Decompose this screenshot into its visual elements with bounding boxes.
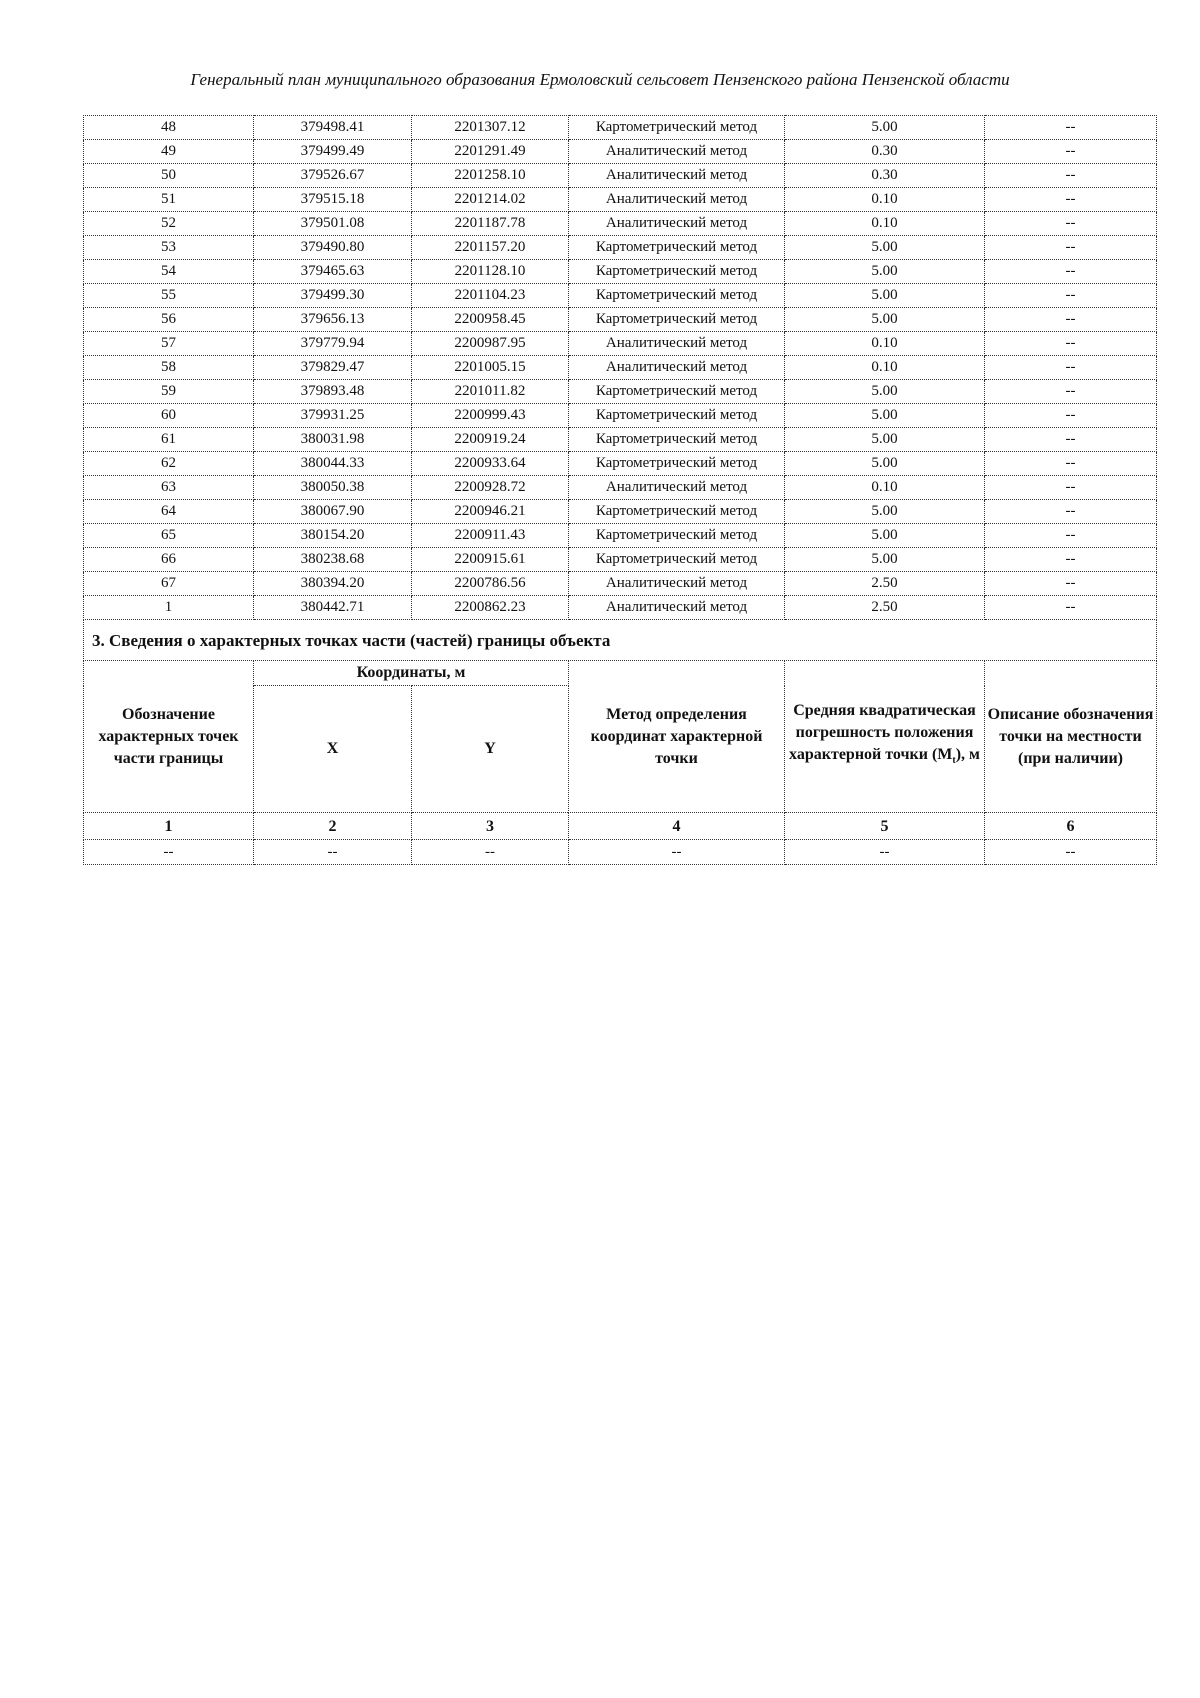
table-cell: Картометрический метод [569,548,785,572]
table-cell: -- [985,140,1157,164]
table-cell: Аналитический метод [569,572,785,596]
table-cell: 379656.13 [254,308,412,332]
table-cell: 380394.20 [254,572,412,596]
table-cell: 380067.90 [254,500,412,524]
table-cell: 65 [84,524,254,548]
table-cell: 48 [84,116,254,140]
table-cell: 0.30 [785,164,985,188]
table-cell: 5.00 [785,380,985,404]
table-cell: -- [985,596,1157,620]
table-row [84,284,1157,308]
table-cell: 379779.94 [254,332,412,356]
table-cell: 379499.49 [254,140,412,164]
table-cell: 56 [84,308,254,332]
table-cell: 57 [84,332,254,356]
table-row [84,116,1157,140]
col-header-point: Обозначение характерных точек части границы [84,661,254,813]
table-cell: Картометрический метод [569,404,785,428]
table-cell: 66 [84,548,254,572]
table-cell: 2200919.24 [412,428,569,452]
table-row [84,164,1157,188]
table-cell: 54 [84,260,254,284]
table-cell: -- [985,524,1157,548]
table-cell: 0.10 [785,332,985,356]
table-cell: -- [569,840,785,865]
table-cell: 53 [84,236,254,260]
table-row [84,452,1157,476]
table-cell: 379515.18 [254,188,412,212]
table-cell: Картометрический метод [569,380,785,404]
table-cell: 380050.38 [254,476,412,500]
table-row [84,140,1157,164]
table-cell: 379893.48 [254,380,412,404]
table-cell: Аналитический метод [569,356,785,380]
table-cell: 380238.68 [254,548,412,572]
table-cell: 2200933.64 [412,452,569,476]
table-cell: -- [985,116,1157,140]
col-header-coordinates: Координаты, м [254,661,569,686]
table-cell: 2200999.43 [412,404,569,428]
table-cell: 50 [84,164,254,188]
table-row [84,332,1157,356]
table-row [84,476,1157,500]
table-cell: 2201157.20 [412,236,569,260]
table-cell: Картометрический метод [569,428,785,452]
table-cell: Картометрический метод [569,116,785,140]
table-cell: 52 [84,212,254,236]
table-cell: Картометрический метод [569,236,785,260]
table-cell: 64 [84,500,254,524]
table-cell: 0.10 [785,476,985,500]
table-cell: 2200911.43 [412,524,569,548]
table-cell: 2201258.10 [412,164,569,188]
table-cell: 2201128.10 [412,260,569,284]
table-row [84,260,1157,284]
table-cell: 380044.33 [254,452,412,476]
table-cell: Картометрический метод [569,452,785,476]
table-cell: 5.00 [785,308,985,332]
table-row [84,380,1157,404]
table-row [84,212,1157,236]
table-cell: 380442.71 [254,596,412,620]
table-cell: -- [985,548,1157,572]
table-cell: -- [985,428,1157,452]
table-cell: -- [985,356,1157,380]
column-number: 2 [254,813,412,840]
table-cell: Картометрический метод [569,524,785,548]
table-cell: 2201291.49 [412,140,569,164]
table-cell: 58 [84,356,254,380]
table-cell: 2200786.56 [412,572,569,596]
col-header-error-sub: t [952,755,956,767]
table-row [84,236,1157,260]
empty-data-row [84,840,1157,865]
table-cell: Картометрический метод [569,308,785,332]
table-cell: 62 [84,452,254,476]
column-number: 6 [985,813,1157,840]
section-3 [84,620,1157,865]
table-cell: 379501.08 [254,212,412,236]
table-row [84,428,1157,452]
table-cell: -- [985,260,1157,284]
table-cell: -- [985,308,1157,332]
table-cell: Аналитический метод [569,188,785,212]
section-3-title: 3. Сведения о характерных точках части (частей) границы объекта [84,620,1157,661]
table-cell: 2200915.61 [412,548,569,572]
table-cell: 0.10 [785,188,985,212]
table-row [84,404,1157,428]
table-cell: Аналитический метод [569,476,785,500]
table-row [84,356,1157,380]
table-cell: 380031.98 [254,428,412,452]
table-row [84,500,1157,524]
table-cell: 0.10 [785,212,985,236]
table-cell: -- [985,284,1157,308]
table-cell: 379498.41 [254,116,412,140]
table-cell: 2200928.72 [412,476,569,500]
table-cell: 59 [84,380,254,404]
table-cell: 2200958.45 [412,308,569,332]
table-cell: Картометрический метод [569,500,785,524]
table-cell: 51 [84,188,254,212]
table-cell: 2200862.23 [412,596,569,620]
col-header-error-text: Средняя квадратическая погрешность положения характерной точки (M [789,702,976,764]
column-numbers-row [84,813,1157,840]
table-cell: 60 [84,404,254,428]
table-cell: -- [985,332,1157,356]
table-cell: Аналитический метод [569,140,785,164]
table-cell: 5.00 [785,116,985,140]
table-cell: 5.00 [785,284,985,308]
table-cell: 2201214.02 [412,188,569,212]
table-cell: 2200987.95 [412,332,569,356]
table-cell: 5.00 [785,452,985,476]
table-cell: Аналитический метод [569,596,785,620]
table-cell: -- [785,840,985,865]
col-header-x: X [254,686,412,813]
table-cell: 5.00 [785,404,985,428]
table-cell: 5.00 [785,524,985,548]
table-cell: 2201005.15 [412,356,569,380]
table-cell: 5.00 [785,260,985,284]
table-cell: Картометрический метод [569,260,785,284]
table-cell: 1 [84,596,254,620]
col-header-error [785,661,985,813]
coordinates-table [83,115,1157,865]
table-cell: Аналитический метод [569,212,785,236]
table-cell: -- [985,380,1157,404]
column-number: 5 [785,813,985,840]
table-cell: 379465.63 [254,260,412,284]
table-cell: 379829.47 [254,356,412,380]
table-cell: -- [84,840,254,865]
table-cell: -- [985,164,1157,188]
table-cell: 379490.80 [254,236,412,260]
table-cell: 0.30 [785,140,985,164]
table-cell: 5.00 [785,548,985,572]
table-cell: -- [412,840,569,865]
page-header: Генеральный план муниципального образования Ермоловский сельсовет Пензенского района Пензенской области [190,70,1010,89]
table-cell: -- [985,452,1157,476]
column-number: 3 [412,813,569,840]
table-cell: 380154.20 [254,524,412,548]
table-cell: 2201104.23 [412,284,569,308]
table-cell: 2.50 [785,572,985,596]
table-cell: -- [254,840,412,865]
table-row [84,188,1157,212]
table-cell: -- [985,188,1157,212]
table-cell: -- [985,572,1157,596]
table-cell: 2200946.21 [412,500,569,524]
table-cell: 379526.67 [254,164,412,188]
table-cell: -- [985,212,1157,236]
table-cell: 2201187.78 [412,212,569,236]
col-header-y: Y [412,686,569,813]
table-cell: -- [985,236,1157,260]
coordinates-table-body [84,116,1157,620]
table-cell: 5.00 [785,500,985,524]
table-cell: -- [985,404,1157,428]
table-row [84,308,1157,332]
column-number: 1 [84,813,254,840]
table-cell: 2201011.82 [412,380,569,404]
table-cell: Картометрический метод [569,284,785,308]
table-cell: 5.00 [785,428,985,452]
table-cell: Аналитический метод [569,164,785,188]
table-cell: 2.50 [785,596,985,620]
table-cell: 61 [84,428,254,452]
table-row [84,548,1157,572]
table-cell: 2201307.12 [412,116,569,140]
table-cell: 379499.30 [254,284,412,308]
table-row [84,524,1157,548]
table-cell: 0.10 [785,356,985,380]
table-cell: 55 [84,284,254,308]
table-cell: 63 [84,476,254,500]
table-cell: -- [985,500,1157,524]
table-cell: Аналитический метод [569,332,785,356]
col-header-method: Метод определения координат характерной точки [569,661,785,813]
col-header-description: Описание обозначения точки на местности (при наличии) [985,661,1157,813]
table-cell: 49 [84,140,254,164]
table-cell: -- [985,476,1157,500]
table-cell: 379931.25 [254,404,412,428]
column-number: 4 [569,813,785,840]
table-cell: -- [985,840,1157,865]
table-row [84,596,1157,620]
table-cell: 67 [84,572,254,596]
col-header-error-unit: ), м [955,746,980,764]
table-row [84,572,1157,596]
table-cell: 5.00 [785,236,985,260]
